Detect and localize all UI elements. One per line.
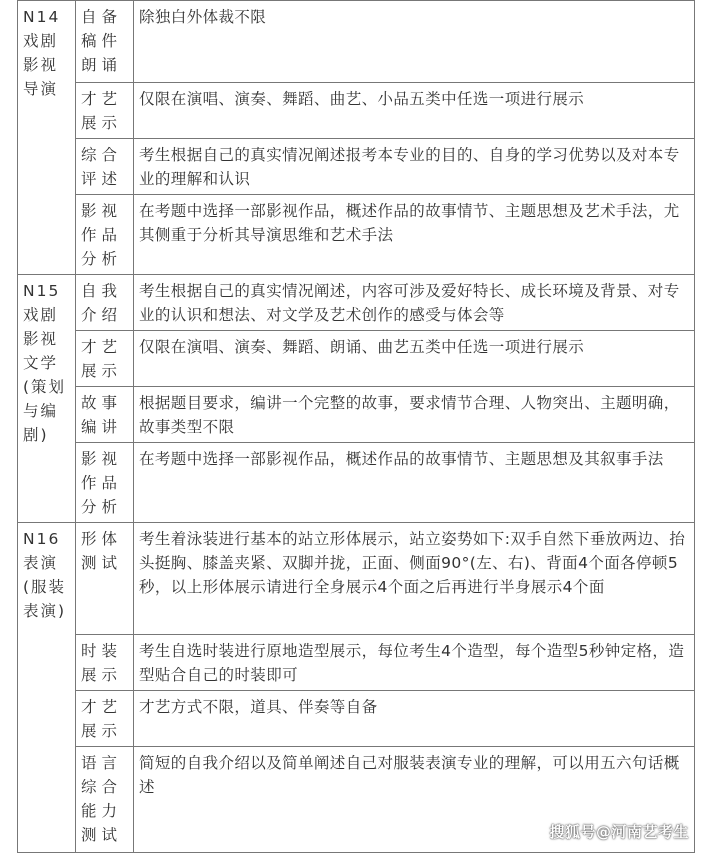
requirement-cell: 考生根据自己的真实情况阐述报考本专业的目的、自身的学习优势以及对本专业的理解和认识: [134, 139, 695, 195]
item-cell: 影视作品分析: [76, 195, 134, 275]
table-row: [18, 387, 695, 443]
table-row: [18, 275, 695, 331]
item-cell: 自备稿件朗诵: [76, 1, 134, 83]
item-cell: 自我介绍: [76, 275, 134, 331]
major-cell: N16表演(服装表演): [18, 523, 76, 853]
table-row: [18, 139, 695, 195]
table-row: [18, 331, 695, 387]
requirement-cell: 根据题目要求，编讲一个完整的故事，要求情节合理、人物突出、主题明确，故事类型不限: [134, 387, 695, 443]
table-row: [18, 195, 695, 275]
item-cell: 综合评述: [76, 139, 134, 195]
item-cell: 才艺展示: [76, 331, 134, 387]
table-row: [18, 523, 695, 635]
item-cell: 影视作品分析: [76, 443, 134, 523]
item-cell: 故事编讲: [76, 387, 134, 443]
item-cell: 形体测试: [76, 523, 134, 635]
item-cell: 时装展示: [76, 635, 134, 691]
major-cell: N14戏剧影视导演: [18, 1, 76, 275]
requirement-cell: 考生着泳装进行基本的站立形体展示，站立姿势如下:双手自然下垂放两边、抬头挺胸、膝盖夹紧、双脚并拢，正面、侧面90°(左、右)、背面4个面各停顿5秒，以上形体展示请进行全身展示4个面之后再进行半身展示4个面: [134, 523, 695, 635]
requirement-cell: 仅限在演唱、演奏、舞蹈、朗诵、曲艺五类中任选一项进行展示: [134, 331, 695, 387]
major-cell: N15戏剧影视文学(策划与编剧): [18, 275, 76, 523]
requirement-cell: 考生根据自己的真实情况阐述，内容可涉及爱好特长、成长环境及背景、对专业的认识和想法、对文学及艺术创作的感受与体会等: [134, 275, 695, 331]
table-row: [18, 635, 695, 691]
requirement-cell: 在考题中选择一部影视作品，概述作品的故事情节、主题思想及其叙事手法: [134, 443, 695, 523]
table-row: [18, 443, 695, 523]
item-cell: 才艺展示: [76, 83, 134, 139]
requirement-cell: 才艺方式不限，道具、伴奏等自备: [134, 691, 695, 747]
requirement-cell: 仅限在演唱、演奏、舞蹈、曲艺、小品五类中任选一项进行展示: [134, 83, 695, 139]
item-cell: 才艺展示: [76, 691, 134, 747]
requirement-cell: 在考题中选择一部影视作品，概述作品的故事情节、主题思想及艺术手法，尤其侧重于分析其导演思维和艺术手法: [134, 195, 695, 275]
requirement-cell: 考生自选时装进行原地造型展示，每位考生4个造型，每个造型5秒钟定格，造型贴合自己的时装即可: [134, 635, 695, 691]
requirement-cell: 简短的自我介绍以及简单阐述自己对服装表演专业的理解，可以用五六句话概述: [134, 747, 695, 853]
requirement-cell: 除独白外体裁不限: [134, 1, 695, 83]
exam-requirements-table: [17, 0, 695, 853]
table-row: [18, 691, 695, 747]
table-row: [18, 83, 695, 139]
table-row: [18, 1, 695, 83]
item-cell: 语言综合能力测试: [76, 747, 134, 853]
watermark: 搜狐号@河南艺考生: [549, 823, 689, 841]
